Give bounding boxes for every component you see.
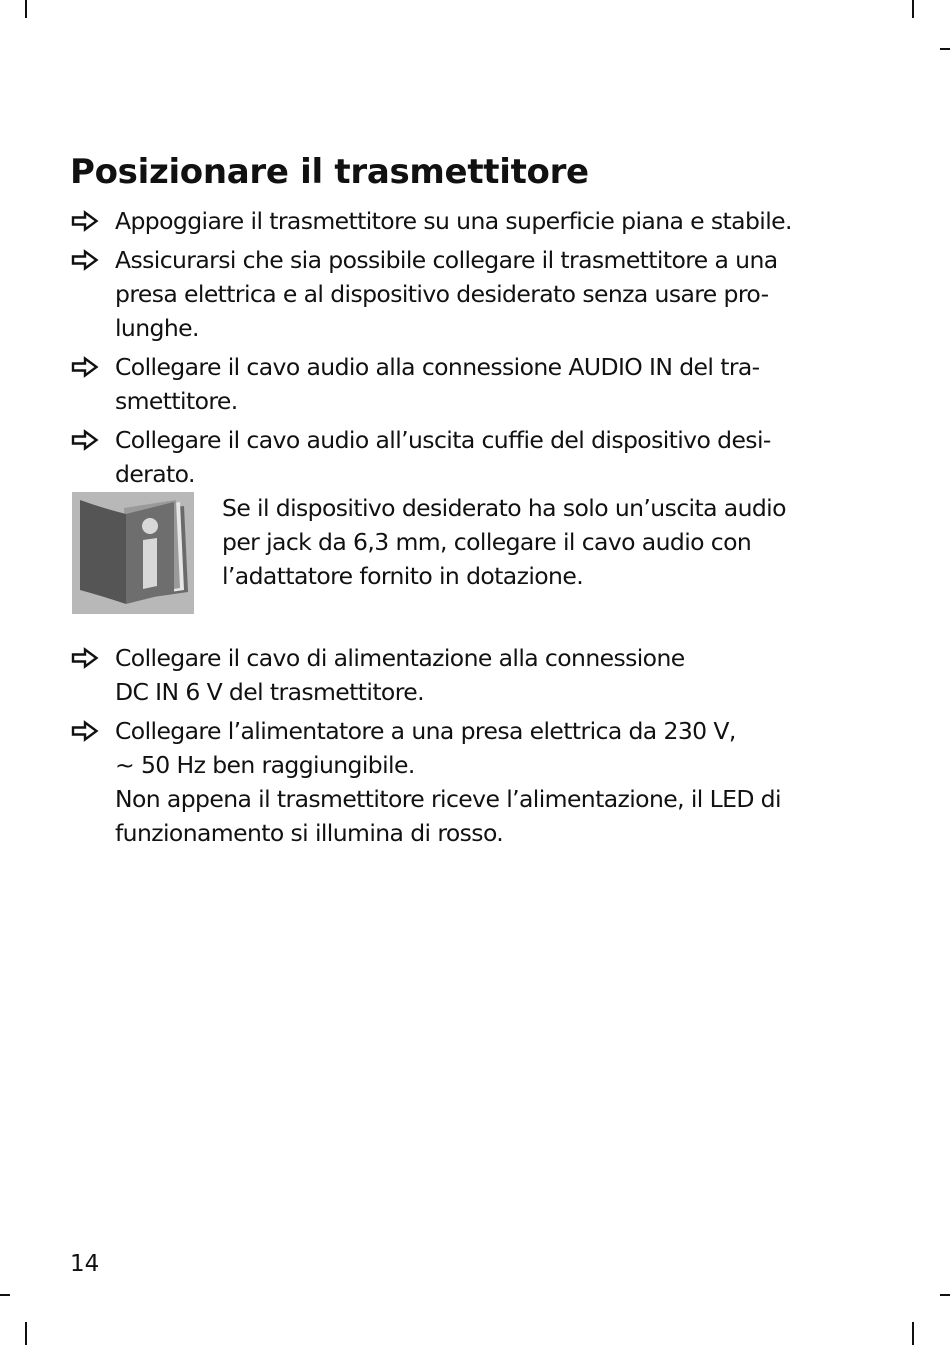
step-text: Assicurarsi che sia possibile collegare il trasmettitore a una presa elettrica e al dispositivo desiderato senza usare pro- lunghe. [115, 246, 778, 342]
crop-mark [940, 48, 950, 50]
step-text: Appoggiare il trasmettitore su una superficie piana e stabile. [115, 207, 792, 235]
step-text: Collegare il cavo audio all’uscita cuffie del dispositivo desi- derato. [115, 426, 771, 488]
arrow-right-icon [70, 249, 100, 271]
crop-mark [25, 0, 27, 18]
page-title: Posizionare il trasmettitore [70, 152, 589, 192]
crop-mark [912, 0, 914, 18]
arrow-right-icon [70, 647, 100, 669]
step-text: Collegare il cavo di alimentazione alla connessione DC IN 6 V del trasmettitore. [115, 644, 685, 706]
arrow-right-icon [70, 210, 100, 232]
step-text: Collegare il cavo audio alla connessione AUDIO IN del tra- smettitore. [115, 353, 760, 415]
crop-mark [0, 1294, 10, 1296]
arrow-right-icon [70, 720, 100, 742]
step-text: Collegare l’alimentatore a una presa elettrica da 230 V, ~ 50 Hz ben raggiungibile. Non appena il trasmettitore riceve l’alimentazione, il LED di funzionamento si illumina di rosso. [115, 717, 781, 847]
page-number: 14 [70, 1251, 100, 1277]
info-note-text: Se il dispositivo desiderato ha solo un’uscita audio per jack da 6,3 mm, collegare il cavo audio con l’adattatore fornito in dotazione. [222, 494, 786, 590]
crop-mark [940, 1294, 950, 1296]
arrow-right-icon [70, 356, 100, 378]
crop-mark [912, 1322, 914, 1345]
crop-mark [25, 1322, 27, 1345]
info-book-icon [72, 492, 194, 614]
arrow-right-icon [70, 429, 100, 451]
